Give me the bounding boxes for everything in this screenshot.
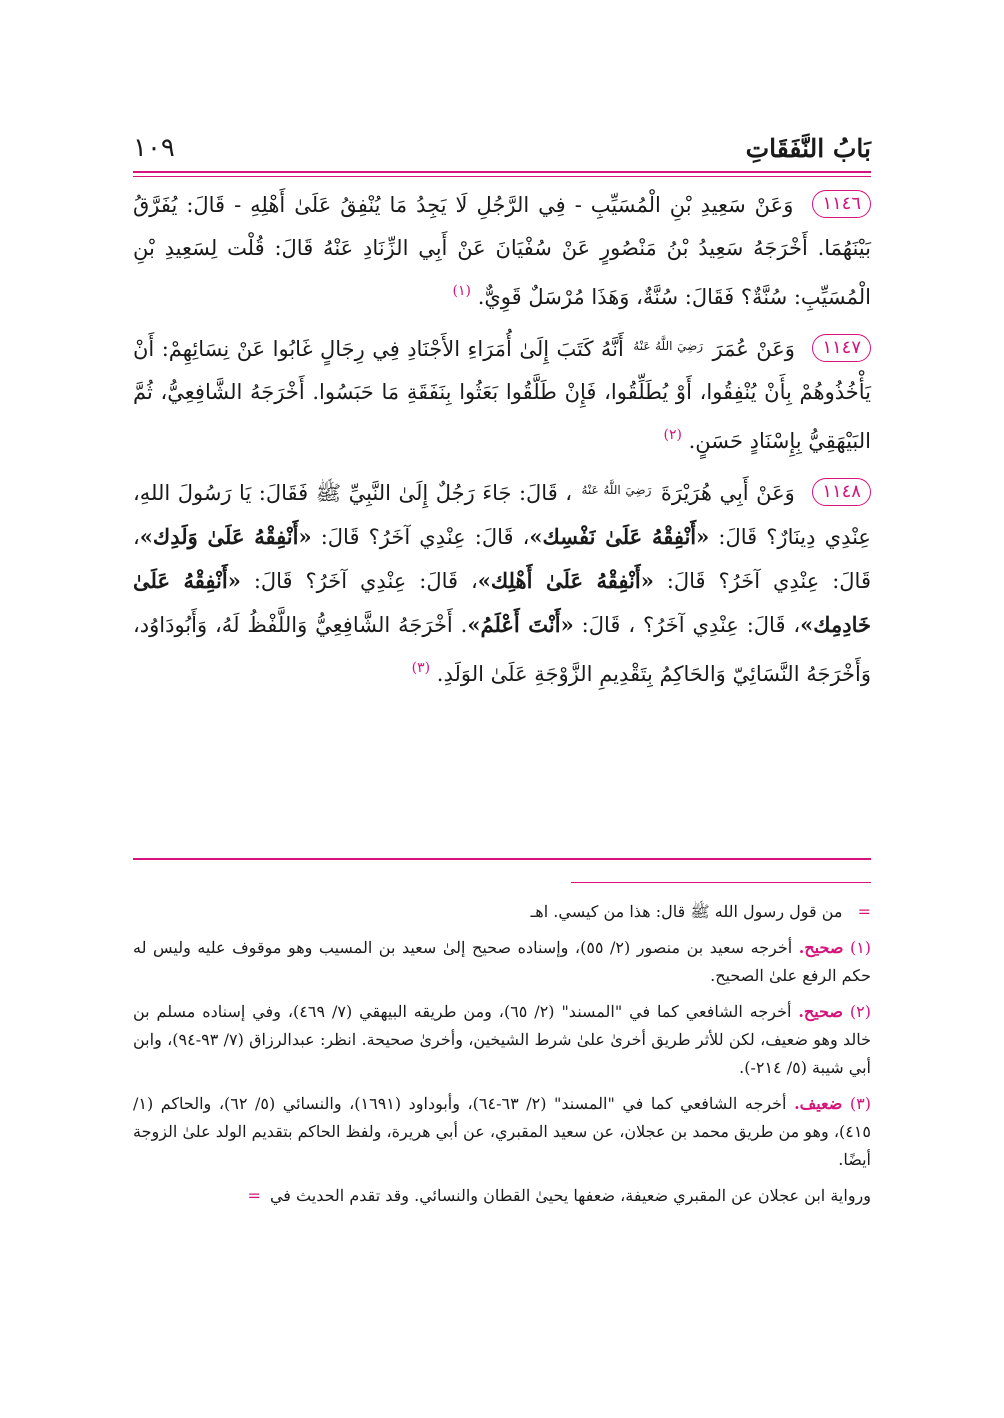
hadith-text: فَقَالَ: يَا رَسُولَ اللهِ، عِنْدِي دِينَارٌ؟ قَالَ: [133, 481, 871, 549]
footnote-2 [133, 998, 871, 1082]
honorific-glyph: رَضِيَ اللَّهُ عَنْهُ [633, 339, 704, 353]
header-rule-bottom [133, 176, 871, 177]
prophet-quote: «أَنْفِقْهُ عَلَىٰ أَهْلِك» [477, 568, 654, 593]
footnote-number: (٢) [849, 1002, 872, 1021]
footnote-last-line [133, 1182, 871, 1210]
footnotes [133, 898, 871, 1328]
hadith-text: وَعَنْ عُمَرَ [712, 337, 795, 361]
hadith-text: وَعَنْ أَبِي هُرَيْرَةَ [660, 481, 795, 505]
prophet-quote: «أَنْفِقْهُ عَلَىٰ خَادِمِك» [133, 568, 871, 637]
footnote-separator [571, 882, 871, 883]
footnote-text: من قول رسول الله ﷺ قال: هذا من كيسي. اهـ [530, 902, 843, 921]
footnote-divider [133, 858, 871, 860]
hadith-text: أَنَّهُ كَتَبَ إِلَىٰ أُمَرَاءِ الأَجْنَادِ فِي رِجَالٍ غَابُوا عَنْ نِسَائِهِمْ: أَنْ يَأْخُذُوهُمْ بِأَنْ يُنْفِقُوا، أَوْ يُطَلِّقُوا، فَإِنْ طَلَّقُوا بَعَثُوا بِنَفَقَةِ مَا حَبَسُوا. أَخْرَجَهُ الشَّافِعِيُّ، ثُمَّ البَيْهَقِيُّ بِإِسْنَادٍ حَسَنٍ. [133, 337, 871, 453]
page-number: ١٠٩ [133, 133, 175, 163]
page-header [133, 128, 871, 168]
prophet-quote: «أَنْفِقْهُ عَلَىٰ نَفْسِك» [529, 524, 710, 549]
footnote-continuation [133, 898, 871, 926]
hadith-text: ، قَالَ: عِنْدِي آخَرُ؟ ، قَالَ: [581, 613, 801, 637]
footnote-text: ورواية ابن عجلان عن المقبري ضعيفة، ضعفها يحيىٰ القطان والنسائي. وقد تقدم الحديث في [269, 1186, 871, 1205]
hadith-text: . أَخْرَجَهُ الشَّافِعِيُّ وَاللَّفْظُ لَهُ، وَأَبُودَاوُد، وَأَخْرَجَهُ النَّسَائِيّ وَالحَاكِمُ بِتَقْدِيمِ الزَّوْجَةِ عَلَىٰ الوَلَدِ. [133, 613, 871, 686]
footnote-1 [133, 934, 871, 990]
footnote-number: (٣) [849, 1094, 871, 1113]
hadith-text: ، قَالَ: جَاءَ رَجُلٌ إِلَىٰ النَّبِيِّ [348, 481, 572, 505]
footnote-3 [133, 1090, 871, 1174]
footnote-number: (١) [849, 938, 872, 957]
hadith-text: ، قَالَ: عِنْدِي آخَرُ؟ قَالَ: [320, 525, 530, 549]
footnote-ref[interactable]: (١) [452, 283, 471, 299]
hadith-number-badge: ١١٤٦ [812, 190, 871, 218]
hadith-text: ، قَالَ: عِنْدِي آخَرُ؟ قَالَ: [133, 525, 871, 593]
salawat-glyph: ﷺ [315, 481, 342, 505]
hadith-1146 [133, 184, 871, 319]
hadith-1147 [133, 325, 871, 463]
chapter-title: بَابُ النَّفَقَاتِ [745, 133, 871, 163]
hadith-text: ، قَالَ: عِنْدِي آخَرُ؟ قَالَ: [253, 569, 478, 593]
continuation-mark: = [857, 902, 871, 921]
footnote-grade: ضعيف. [794, 1094, 843, 1113]
hadith-text: وَعَنْ سَعِيدِ بْنِ الْمُسَيِّبِ - فِي الرَّجُلِ لَا يَجِدُ مَا يُنْفِقُ عَلَىٰ أَهْلِهِ - قَالَ: يُفَرَّقُ بَيْنَهُمَا. أَخْرَجَهُ سَعِيدُ بْنُ مَنْصُورٍ عَنْ سُفْيَانَ عَنْ أَبِي الزِّنَادِ عَنْهُ قَالَ: قُلْت لِسَعِيدِ بْنِ الْمُسَيِّبِ: سُنَّةٌ؟ فَقَالَ: سُنَّةٌ، وَهَذَا مُرْسَلٌ قَوِيٌّ. [133, 193, 871, 309]
hadith-1148 [133, 469, 871, 696]
continuation-mark: = [247, 1186, 261, 1205]
footnote-text: أخرجه الشافعي كما في "المسند" (٢/ ٦٣-٦٤)، وأبوداود (١٦٩١)، والنسائي (٥/ ٦٢)، والحاكم (١/ ٤١٥)، وهو من طريق محمد بن عجلان، عن سعيد المقبري، عن أبي هريرة، ولفظ الحاكم بتقديم الولد علىٰ الزوجة أيضًا. [133, 1094, 871, 1169]
footnote-grade: صحيح. [798, 1002, 843, 1021]
footnote-text: أخرجه سعيد بن منصور (٢/ ٥٥)، وإسناده صحيح إلىٰ سعيد بن المسيب وهو موقوف عليه وليس له حكم الرفع علىٰ الصحيح. [133, 938, 871, 985]
honorific-glyph: رَضِيَ اللَّهُ عَنْهُ [581, 483, 652, 497]
footnote-grade: صحيح. [798, 938, 844, 957]
prophet-quote: «أَنْفِقْهُ عَلَىٰ وَلَدِك» [139, 524, 312, 549]
hadith-number-badge: ١١٤٨ [812, 478, 871, 506]
footnote-text: أخرجه الشافعي كما في "المسند" (٢/ ٦٥)، ومن طريقه البيهقي (٧/ ٤٦٩)، وفي إسناده مسلم بن خالد وهو ضعيف، لكن للأثر طريق أخرىٰ علىٰ شرط الشيخين، وأخرىٰ صحيحة. انظر: عبدالرزاق (٧/ ٩٣-٩٤)، وابن أبي شيبة (٥/ ٢١٤-). [133, 1002, 872, 1077]
header-rule-top [133, 171, 871, 173]
prophet-quote: «أَنْتَ أَعْلَمُ» [467, 612, 574, 637]
footnote-ref[interactable]: (٣) [411, 660, 431, 676]
hadith-number-badge: ١١٤٧ [812, 334, 871, 362]
main-text [133, 184, 871, 844]
footnote-ref[interactable]: (٢) [663, 427, 682, 443]
